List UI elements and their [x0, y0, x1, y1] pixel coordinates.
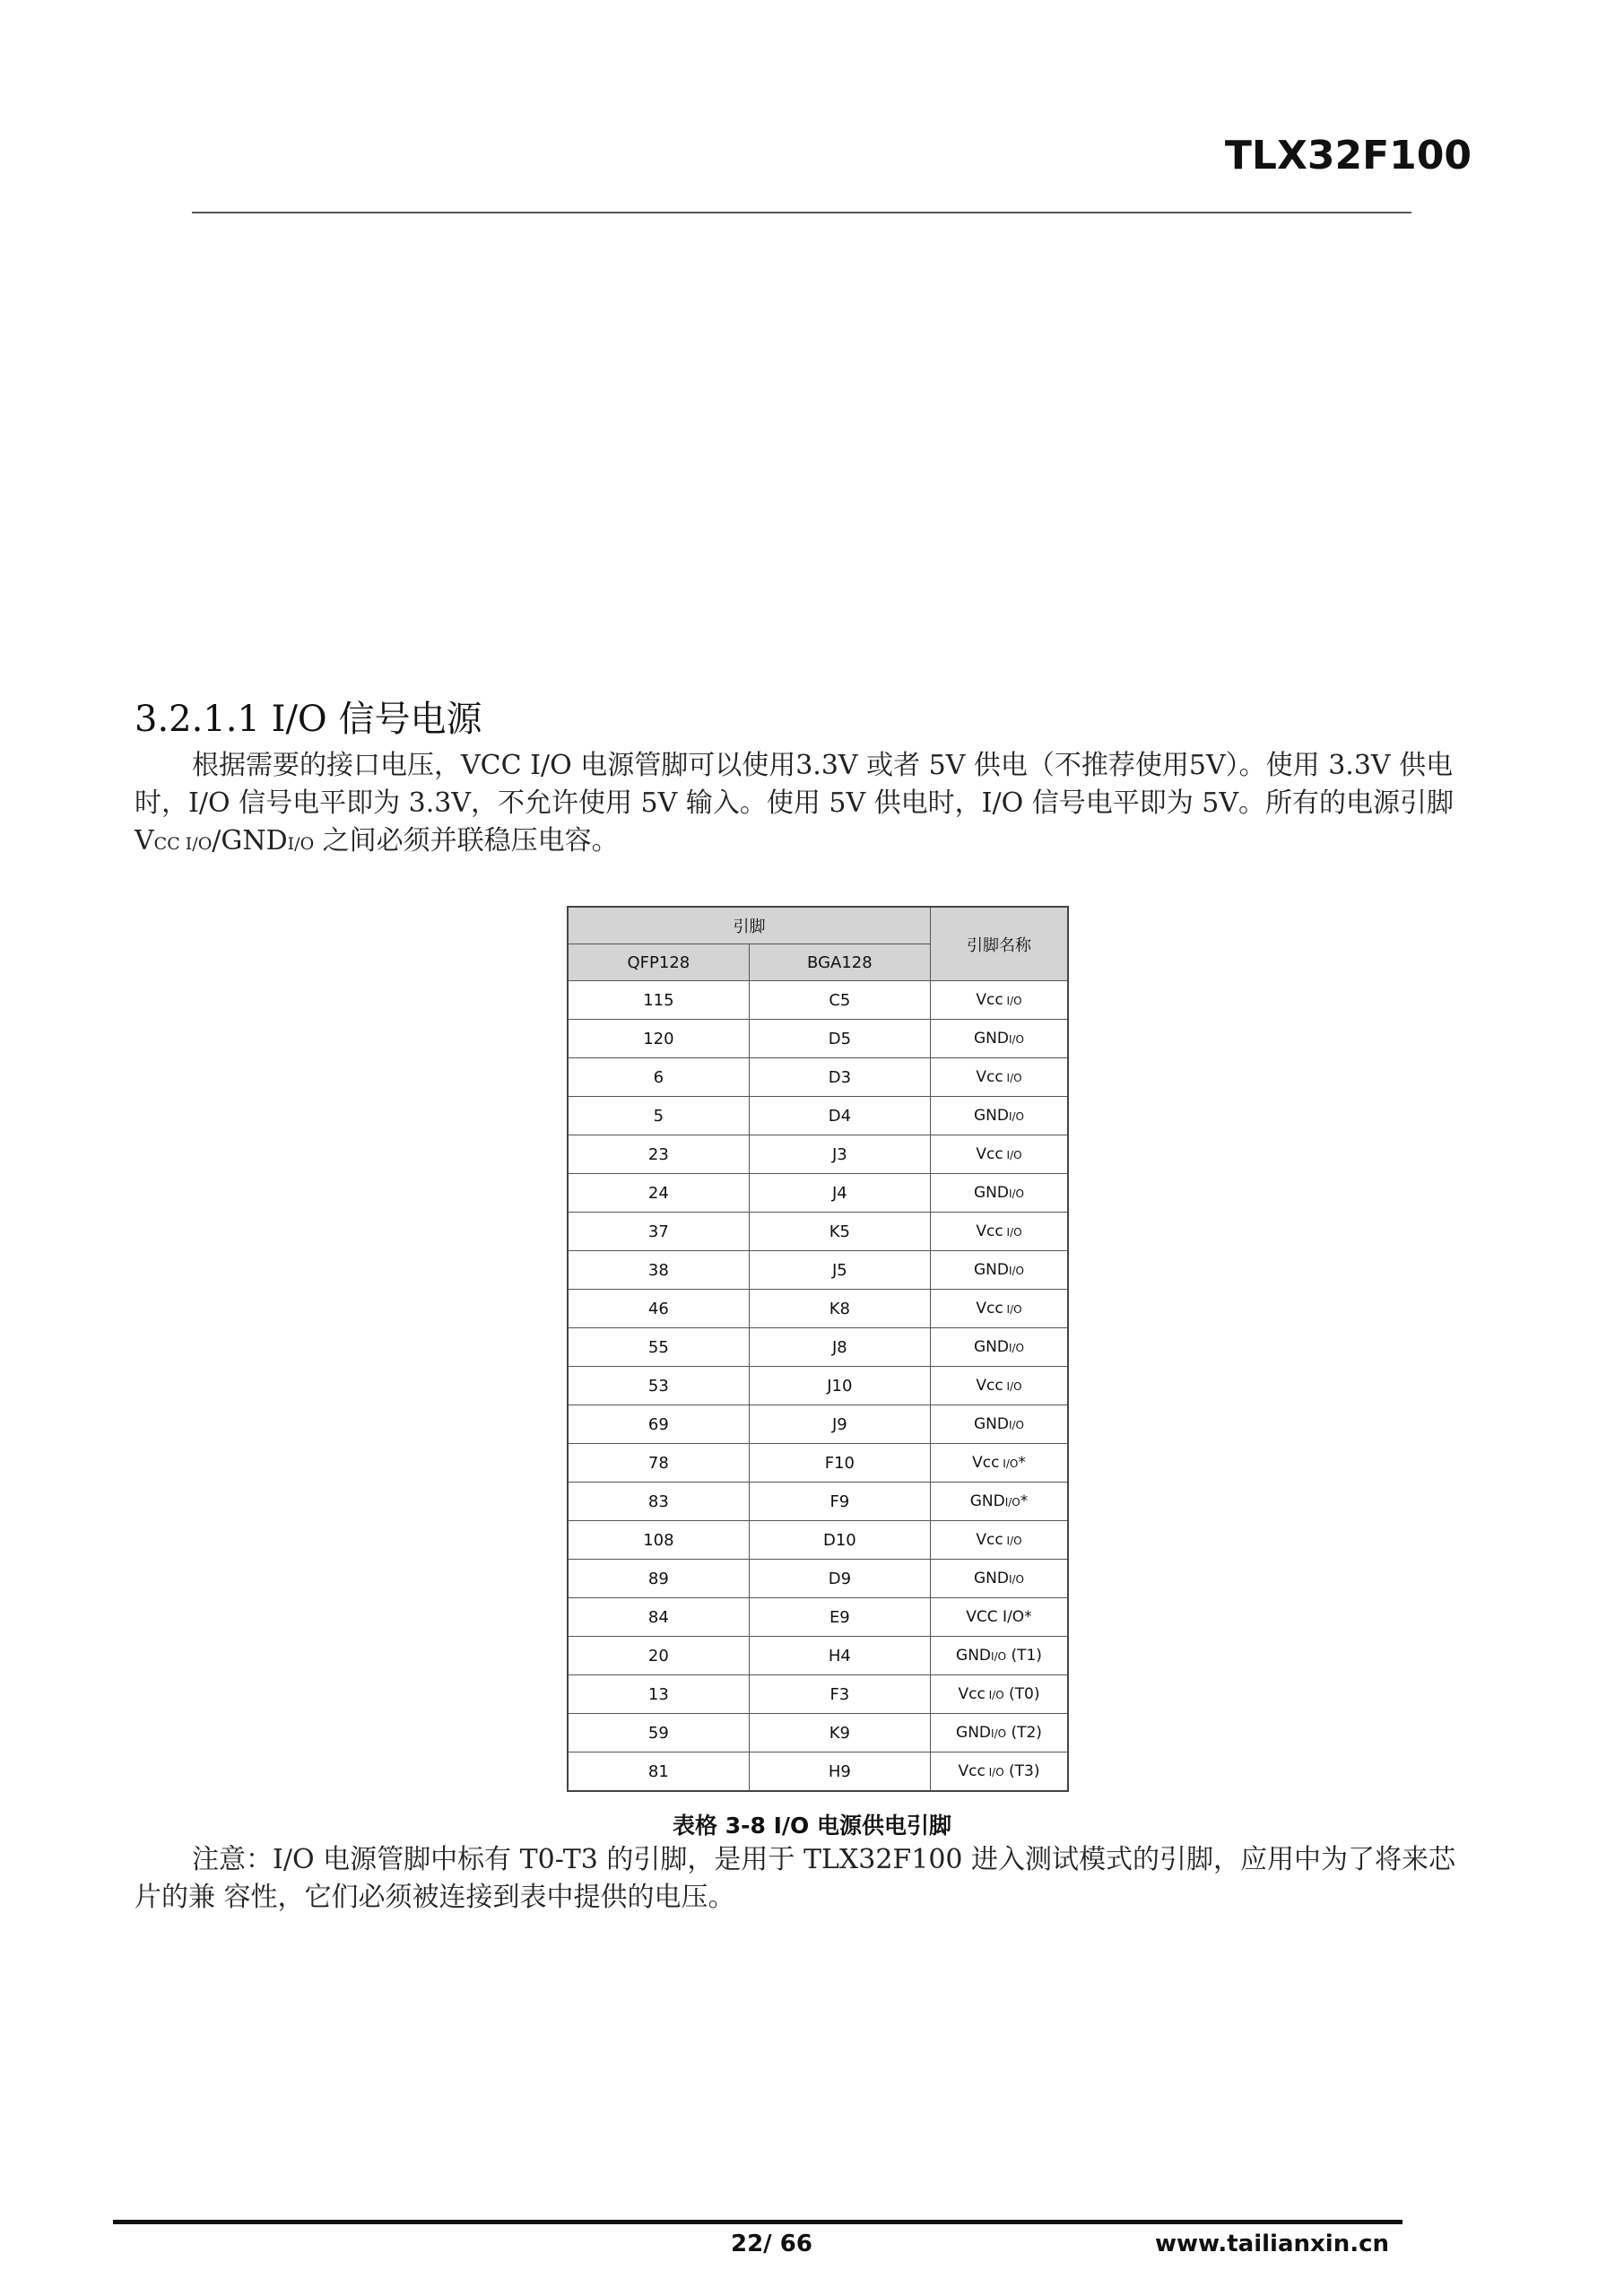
bga-pin-cell: J9 — [749, 1405, 930, 1444]
note-line-2: 片的兼 容性，它们必须被连接到表中提供的电压。 — [135, 1882, 735, 1913]
table-row — [568, 1637, 1068, 1675]
pin-name-cell — [930, 1058, 1068, 1097]
pin-name-cell — [930, 1483, 1068, 1521]
bga-pin-cell: J3 — [749, 1135, 930, 1174]
qfp-pin-cell: 69 — [568, 1405, 749, 1444]
pin-name-cell — [930, 1174, 1068, 1213]
header-bga128: BGA128 — [749, 944, 930, 981]
table-row — [568, 1174, 1068, 1213]
pin-name-cell — [930, 1213, 1068, 1251]
pin-name-subscript: I/O — [1008, 1033, 1024, 1046]
document-title: TLX32F100 — [1224, 133, 1472, 178]
qfp-pin-cell: 20 — [568, 1637, 749, 1675]
pin-name-subscript: I/O — [1008, 1265, 1024, 1277]
bga-pin-cell: K9 — [749, 1714, 930, 1752]
bga-pin-cell: F10 — [749, 1444, 930, 1483]
bga-pin-cell: E9 — [749, 1598, 930, 1637]
pin-name-main: Vcc — [958, 1685, 986, 1703]
pin-name-subscript: I/O — [985, 1689, 1004, 1701]
pin-name-suffix: (T3) — [1003, 1762, 1040, 1780]
qfp-pin-cell: 55 — [568, 1328, 749, 1367]
pin-name-main: Vcc — [976, 1068, 1003, 1086]
qfp-pin-cell: 24 — [568, 1174, 749, 1213]
bga-pin-cell: D5 — [749, 1020, 930, 1058]
pin-name-cell — [930, 981, 1068, 1020]
qfp-pin-cell: 89 — [568, 1560, 749, 1598]
table-row — [568, 1020, 1068, 1058]
pin-name-main: GND — [956, 1724, 992, 1742]
pin-name-cell — [930, 1637, 1068, 1675]
pin-name-cell — [930, 1752, 1068, 1792]
table-row — [568, 1675, 1068, 1714]
pin-name-subscript: I/O — [985, 1766, 1004, 1779]
bga-pin-cell: F3 — [749, 1675, 930, 1714]
intro-line-3 — [135, 822, 1515, 863]
pin-name-cell — [930, 1598, 1068, 1637]
table-row — [568, 1714, 1068, 1752]
pin-name-main: Vcc — [958, 1762, 986, 1780]
intro-line-3-rest: 之间必须并联稳压电容。 — [314, 825, 619, 857]
table-row — [568, 1521, 1068, 1560]
pin-name-suffix: (T1) — [1006, 1647, 1042, 1665]
pin-name-cell — [930, 1290, 1068, 1328]
pin-name-main: Vcc — [976, 1222, 1003, 1240]
bga-pin-cell: H9 — [749, 1752, 930, 1792]
website-url: www.tailianxin.cn — [1154, 2231, 1389, 2257]
qfp-pin-cell: 37 — [568, 1213, 749, 1251]
pin-name-subscript: I/O — [1003, 995, 1022, 1007]
pin-name-subscript: I/O — [1008, 1419, 1024, 1431]
pin-name-main: Vcc — [976, 1377, 1003, 1395]
pin-name-subscript: I/O — [1003, 1072, 1022, 1084]
table-row — [568, 1598, 1068, 1637]
vcc-subscript: CC I/O — [153, 834, 213, 854]
bga-pin-cell: C5 — [749, 981, 930, 1020]
qfp-pin-cell: 115 — [568, 981, 749, 1020]
bga-pin-cell: J4 — [749, 1174, 930, 1213]
header-pins: 引脚 — [568, 907, 930, 944]
pin-name-suffix: * — [1020, 1492, 1029, 1510]
qfp-pin-cell: 120 — [568, 1020, 749, 1058]
bga-pin-cell: D3 — [749, 1058, 930, 1097]
table-caption: 表格 3-8 I/O 电源供电引脚 — [673, 1813, 951, 1839]
table-row — [568, 1135, 1068, 1174]
pin-name-subscript: I/O — [1008, 1573, 1024, 1586]
bga-pin-cell: J5 — [749, 1251, 930, 1290]
note-line-1: 注意：I/O 电源管脚中标有 T0-T3 的引脚，是用于 TLX32F100 进入测试模式的引脚，应用中为了将来芯 — [192, 1844, 1456, 1875]
pin-name-subscript: I/O — [1003, 1303, 1022, 1316]
pin-name-suffix: * — [1018, 1454, 1026, 1472]
pin-name-main: GND — [973, 1030, 1009, 1048]
table-row — [568, 1290, 1068, 1328]
pin-name-subscript: I/O — [1003, 1226, 1022, 1239]
pin-name-cell — [930, 1097, 1068, 1135]
pin-name-main: GND — [973, 1415, 1009, 1433]
pin-name-main: Vcc — [972, 1454, 1000, 1472]
table-row — [568, 1328, 1068, 1367]
pin-name-cell — [930, 1675, 1068, 1714]
intro-line-1: 根据需要的接口电压，VCC I/O 电源管脚可以使用3.3V 或者 5V 供电（不推荐使用5V）。使用 3.3V 供电 — [192, 750, 1454, 781]
pin-name-suffix: (T2) — [1006, 1724, 1042, 1742]
pin-name-main: GND — [973, 1261, 1009, 1279]
bga-pin-cell: J10 — [749, 1367, 930, 1405]
pin-name-cell — [930, 1521, 1068, 1560]
table-row — [568, 1752, 1068, 1792]
pin-name-cell — [930, 1020, 1068, 1058]
pin-name-cell — [930, 1367, 1068, 1405]
pin-name-subscript: I/O — [1003, 1380, 1022, 1393]
table-row — [568, 981, 1068, 1020]
qfp-pin-cell: 23 — [568, 1135, 749, 1174]
table-row — [568, 1483, 1068, 1521]
intro-paragraph — [135, 747, 1515, 863]
pin-name-main: Vcc — [976, 1300, 1003, 1318]
pin-name-cell — [930, 1251, 1068, 1290]
bga-pin-cell: H4 — [749, 1637, 930, 1675]
section-heading: 3.2.1.1 I/O 信号电源 — [135, 699, 482, 740]
qfp-pin-cell: 84 — [568, 1598, 749, 1637]
table-row — [568, 1058, 1068, 1097]
qfp-pin-cell: 81 — [568, 1752, 749, 1792]
pin-name-main: GND — [969, 1492, 1005, 1510]
footer-divider — [113, 2220, 1403, 2224]
bga-pin-cell: D4 — [749, 1097, 930, 1135]
io-power-pin-table — [567, 906, 1069, 1792]
header-divider — [192, 212, 1411, 213]
qfp-pin-cell: 53 — [568, 1367, 749, 1405]
bga-pin-cell: D9 — [749, 1560, 930, 1598]
bga-pin-cell: D10 — [749, 1521, 930, 1560]
table-row — [568, 1251, 1068, 1290]
pin-name-subscript: I/O — [991, 1727, 1007, 1740]
pin-name-cell — [930, 1135, 1068, 1174]
pin-name-subscript: I/O — [1008, 1110, 1024, 1123]
pin-name-subscript: I/O — [1004, 1496, 1020, 1509]
pin-name-subscript: I/O — [1008, 1342, 1024, 1354]
pin-name-main: GND — [973, 1570, 1009, 1587]
qfp-pin-cell: 13 — [568, 1675, 749, 1714]
bga-pin-cell: J8 — [749, 1328, 930, 1367]
pin-name-main: Vcc — [976, 1145, 1003, 1163]
pin-name-cell — [930, 1444, 1068, 1483]
table-row — [568, 1213, 1068, 1251]
gnd-subscript: I/O — [287, 834, 315, 854]
qfp-pin-cell: 83 — [568, 1483, 749, 1521]
qfp-pin-cell: 38 — [568, 1251, 749, 1290]
vcc-label: V — [135, 825, 154, 857]
table-row — [568, 1444, 1068, 1483]
qfp-pin-cell: 6 — [568, 1058, 749, 1097]
pin-name-main: GND — [973, 1338, 1009, 1356]
pin-name-main: Vcc — [976, 991, 1003, 1009]
pin-name-subscript: I/O — [999, 1457, 1019, 1470]
pin-name-main: GND — [956, 1647, 992, 1665]
pin-name-cell — [930, 1328, 1068, 1367]
header-pin-name: 引脚名称 — [930, 907, 1068, 981]
qfp-pin-cell: 108 — [568, 1521, 749, 1560]
note-paragraph — [135, 1841, 1515, 1917]
qfp-pin-cell: 5 — [568, 1097, 749, 1135]
page-number: 22/ 66 — [731, 2231, 812, 2257]
qfp-pin-cell: 78 — [568, 1444, 749, 1483]
table-row — [568, 1367, 1068, 1405]
pin-name-main: Vcc — [976, 1531, 1003, 1549]
table-row — [568, 1097, 1068, 1135]
pin-name-cell — [930, 1405, 1068, 1444]
bga-pin-cell: K5 — [749, 1213, 930, 1251]
table-row — [568, 1405, 1068, 1444]
bga-pin-cell: F9 — [749, 1483, 930, 1521]
pin-name-main: VCC I/O* — [966, 1608, 1032, 1626]
pin-name-subscript: I/O — [991, 1650, 1007, 1663]
pin-name-subscript: I/O — [1003, 1149, 1022, 1161]
pin-name-subscript: I/O — [1008, 1187, 1024, 1200]
pin-name-cell — [930, 1714, 1068, 1752]
bga-pin-cell: K8 — [749, 1290, 930, 1328]
qfp-pin-cell: 59 — [568, 1714, 749, 1752]
gnd-label: /GND — [212, 825, 288, 857]
pin-name-cell — [930, 1560, 1068, 1598]
pin-name-suffix: (T0) — [1003, 1685, 1040, 1703]
intro-line-2: 时，I/O 信号电平即为 3.3V，不允许使用 5V 输入。使用 5V 供电时，I/O 信号电平即为 5V。所有的电源引脚 — [135, 787, 1455, 819]
pin-name-subscript: I/O — [1003, 1535, 1022, 1547]
pin-name-main: GND — [973, 1107, 1009, 1125]
pin-name-main: GND — [973, 1184, 1009, 1202]
table-row — [568, 1560, 1068, 1598]
qfp-pin-cell: 46 — [568, 1290, 749, 1328]
header-qfp128: QFP128 — [568, 944, 749, 981]
